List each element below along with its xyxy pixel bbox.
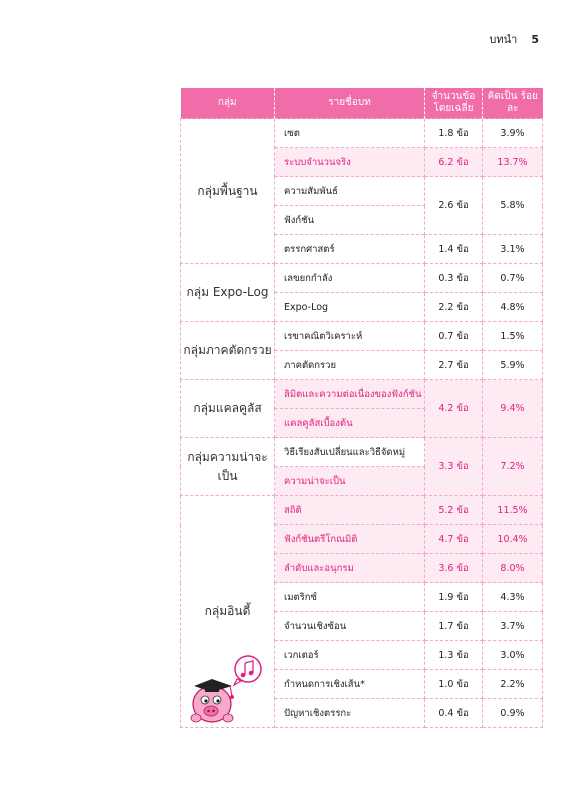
avg-count: 2.6 ข้อ [425,177,483,235]
table-row [181,119,543,148]
percent-value: 3.7% [483,612,543,641]
percent-value: 8.0% [483,554,543,583]
chapter-name: แคลคูลัสเบื้องต้น [275,409,425,438]
percent-value: 4.3% [483,583,543,612]
percent-value: 3.1% [483,235,543,264]
percent-value: 0.7% [483,264,543,293]
avg-count: 1.7 ข้อ [425,612,483,641]
avg-count: 6.2 ข้อ [425,148,483,177]
chapter-name: ตรรกศาสตร์ [275,235,425,264]
chapter-name: เซต [275,119,425,148]
page-number: 5 [531,33,539,46]
music-note-icon [234,656,261,685]
chapter-name: ความน่าจะเป็น [275,467,425,496]
column-header-group: กลุ่ม [181,88,275,119]
column-header-percent: คิดเป็น ร้อยละ [483,88,543,119]
exam-topic-table [180,88,543,728]
chapter-name: ปัญหาเชิงตรรกะ [275,699,425,728]
percent-value: 3.9% [483,119,543,148]
chapter-name: ความสัมพันธ์ [275,177,425,206]
avg-count: 2.7 ข้อ [425,351,483,380]
percent-value: 3.0% [483,641,543,670]
chapter-name: ภาคตัดกรวย [275,351,425,380]
chapter-name: ลำดับและอนุกรม [275,554,425,583]
avg-count: 1.3 ข้อ [425,641,483,670]
table-row [181,322,543,351]
avg-count: 4.2 ข้อ [425,380,483,438]
percent-value: 5.9% [483,351,543,380]
table-row [181,264,543,293]
percent-value: 5.8% [483,177,543,235]
percent-value: 4.8% [483,293,543,322]
avg-count: 2.2 ข้อ [425,293,483,322]
avg-count: 1.4 ข้อ [425,235,483,264]
percent-value: 0.9% [483,699,543,728]
percent-value: 10.4% [483,525,543,554]
avg-count: 0.7 ข้อ [425,322,483,351]
group-label: กลุ่มความน่าจะเป็น [181,438,275,496]
chapter-name: สถิติ [275,496,425,525]
chapter-name: เลขยกกำลัง [275,264,425,293]
table-row [181,438,543,467]
chapter-name: Expo-Log [275,293,425,322]
avg-count: 1.8 ข้อ [425,119,483,148]
group-label: กลุ่ม Expo-Log [181,264,275,322]
avg-count: 1.9 ข้อ [425,583,483,612]
chapter-name: เวกเตอร์ [275,641,425,670]
group-label: กลุ่มอินดี้ [181,496,275,728]
avg-count: 0.4 ข้อ [425,699,483,728]
chapter-name: ฟังก์ชันตรีโกณมิติ [275,525,425,554]
avg-count: 3.3 ข้อ [425,438,483,496]
group-label: กลุ่มแคลคูลัส [181,380,275,438]
percent-value: 11.5% [483,496,543,525]
chapter-name: เมตริกซ์ [275,583,425,612]
page-header [489,30,539,48]
column-header-count: จำนวนข้อ โดยเฉลี่ย [425,88,483,119]
chapter-name: ระบบจำนวนจริง [275,148,425,177]
group-label: กลุ่มภาคตัดกรวย [181,322,275,380]
chapter-name: ลิมิตและความต่อเนื่องของฟังก์ชัน [275,380,425,409]
percent-value: 13.7% [483,148,543,177]
chapter-name: จำนวนเชิงซ้อน [275,612,425,641]
percent-value: 9.4% [483,380,543,438]
percent-value: 1.5% [483,322,543,351]
avg-count: 0.3 ข้อ [425,264,483,293]
avg-count: 1.0 ข้อ [425,670,483,699]
avg-count: 5.2 ข้อ [425,496,483,525]
table-row [181,380,543,409]
avg-count: 4.7 ข้อ [425,525,483,554]
percent-value: 2.2% [483,670,543,699]
chapter-name: วิธีเรียงสับเปลี่ยนและวิธีจัดหมู่ [275,438,425,467]
group-label: กลุ่มพื้นฐาน [181,119,275,264]
column-header-chapter: รายชื่อบท [275,88,425,119]
chapter-name: เรขาคณิตวิเคราะห์ [275,322,425,351]
chapter-name: กำหนดการเชิงเส้น* [275,670,425,699]
table-header-row [181,88,543,119]
percent-value: 7.2% [483,438,543,496]
pig-graduate-mascot-icon [190,652,272,726]
chapter-name: ฟังก์ชัน [275,206,425,235]
table-row [181,496,543,525]
chapter-title: บทนำ [489,33,518,46]
avg-count: 3.6 ข้อ [425,554,483,583]
